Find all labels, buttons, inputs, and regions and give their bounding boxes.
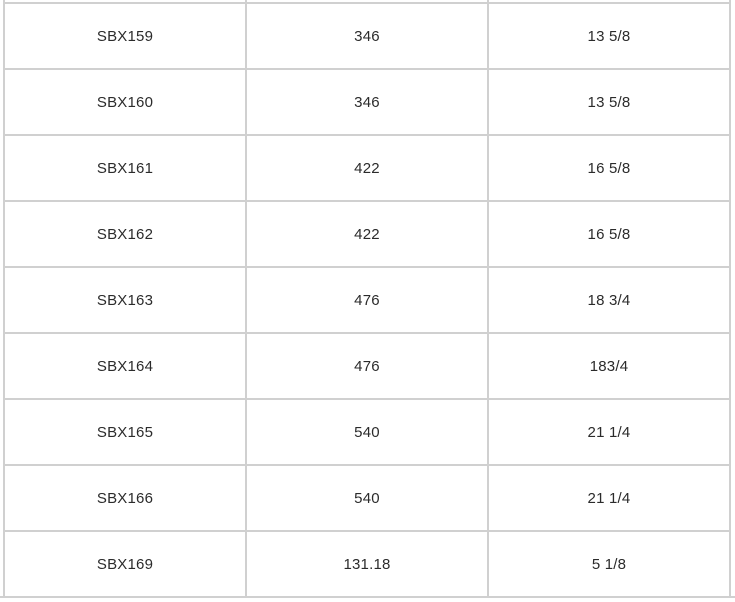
table-cell: 346 [247,70,489,136]
table-bottom-border [0,596,735,598]
table-cell: SBX161 [5,136,247,202]
table-cell: 476 [247,334,489,400]
table-cell: 422 [247,136,489,202]
table-cell: 18 3/4 [489,268,731,334]
table-cell: SBX165 [5,400,247,466]
table-row [5,202,731,268]
table-cell: 131.18 [247,532,489,598]
table-cell: 5 1/8 [489,532,731,598]
table-row [5,466,731,532]
table-cell: SBX162 [5,202,247,268]
table-cell: SBX164 [5,334,247,400]
table-cell: 183/4 [489,334,731,400]
table-cell: 21 1/4 [489,400,731,466]
spec-table [3,0,731,598]
table-row [5,334,731,400]
table-row [5,400,731,466]
table-cell: 476 [247,268,489,334]
table-cell: 16 5/8 [489,202,731,268]
table-row [5,70,731,136]
table-row [5,268,731,334]
table-cell: SBX159 [5,4,247,70]
table-cell: 16 5/8 [489,136,731,202]
table-cell: SBX160 [5,70,247,136]
table-cell: 13 5/8 [489,70,731,136]
table-cell: SBX169 [5,532,247,598]
table-row [5,4,731,70]
table-cell: 422 [247,202,489,268]
table-cell: SBX166 [5,466,247,532]
table-cell: 540 [247,400,489,466]
spec-table-body [5,0,731,598]
table-cell: 13 5/8 [489,4,731,70]
table-row [5,136,731,202]
table-cell: SBX163 [5,268,247,334]
table-cell: 21 1/4 [489,466,731,532]
table-cell: 540 [247,466,489,532]
table-cell: 346 [247,4,489,70]
table-row [5,532,731,598]
